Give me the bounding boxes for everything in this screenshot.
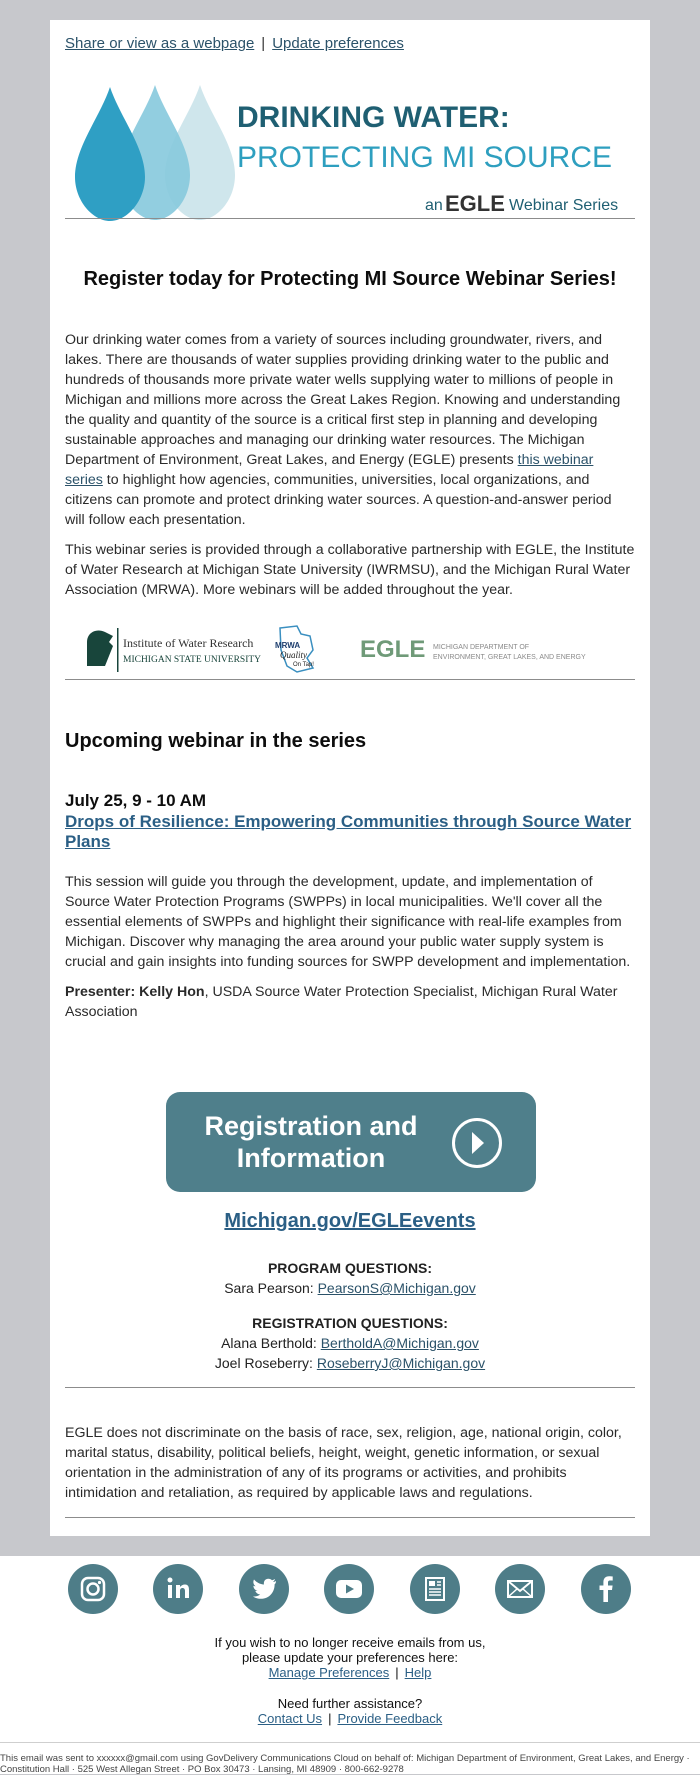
divider [65, 679, 635, 680]
facebook-icon[interactable] [581, 1564, 631, 1614]
unsubscribe-line-2: please update your preferences here: [241, 1650, 459, 1665]
share-webpage-link[interactable]: Share or view as a webpage [65, 35, 255, 52]
mrwa-logo [275, 626, 314, 672]
partner-logos [75, 620, 630, 686]
webinar-title [65, 812, 635, 852]
program-contact-name: Sara Pearson: [224, 1280, 318, 1296]
partnership-paragraph: This webinar series is provided through a collaborative partnership with EGLE, the Institute of Water Research at Michigan State University (IWRMSU), and the Michigan Rural Water Association (MRWA). More webinars will be added throughout the year. [65, 542, 635, 598]
twitter-icon[interactable] [239, 1564, 289, 1614]
logo-series: Webinar Series [509, 197, 619, 214]
registration-contact-2-name: Joel Roseberry: [214, 1355, 317, 1371]
help-link[interactable]: Help [404, 1665, 432, 1680]
registration-contact-2 [65, 1353, 635, 1373]
webinar-series-link[interactable]: this webinar series [65, 452, 594, 488]
egle-line1: MICHIGAN DEPARTMENT OF [433, 644, 530, 651]
presenter-info [65, 982, 635, 1022]
egle-logo [360, 636, 586, 663]
iwr-line1: Institute of Water Research [123, 636, 254, 650]
unsubscribe-line-1: If you wish to no longer receive emails from us, [214, 1635, 486, 1650]
footer-divider [0, 1742, 700, 1743]
update-preferences-link[interactable]: Update preferences [272, 35, 404, 52]
presenter-details: , USDA Source Water Protection Specialist, Michigan Rural Water Association [65, 984, 618, 1020]
water-drops-icon [75, 85, 235, 221]
registration-contact-1-name: Alana Berthold: [221, 1335, 321, 1351]
program-contact [65, 1278, 635, 1298]
egle-wordmark: EGLE [360, 636, 426, 663]
email-footer [0, 1556, 700, 1774]
logo-line2: PROTECTING MI SOURCE [237, 141, 613, 174]
provide-feedback-link[interactable]: Provide Feedback [337, 1711, 443, 1726]
mrwa-line2: Quality [280, 650, 307, 660]
webinar-title-link[interactable]: Drops of Resilience: Empowering Communities through Source Water Plans [65, 812, 632, 851]
registration-button-label: Registration and Information [204, 1111, 418, 1173]
logo-line1: DRINKING WATER: [237, 101, 510, 134]
webinar-description: This session will guide you through the development, update, and implementation of Source Water Protection Programs (SWPPs) in local municipalities. We'll cover all the essential elements of SWPPs and highlight their significance with real-life examples from Michigan. Discover why managing the area around your public water supply system is crucial and gain insights into funding sources for SWPP development and implementation. [65, 874, 631, 970]
contact-links [0, 1711, 700, 1726]
spartan-helmet-icon [87, 630, 113, 666]
upcoming-heading: Upcoming webinar in the series [65, 730, 367, 752]
divider [65, 218, 635, 219]
mrwa-line3: On Tap! [293, 662, 314, 668]
instagram-icon[interactable] [68, 1564, 118, 1614]
divider [65, 1517, 635, 1518]
iwr-line2: MICHIGAN STATE UNIVERSITY [123, 655, 262, 665]
footer-separator: | [328, 1711, 332, 1726]
registration-contact-1-email[interactable]: BertholdA@Michigan.gov [320, 1335, 479, 1351]
intro-text-end: to highlight how agencies, communities, universities, local organizations, and citizens can promote and protect drinking water sources. A question-and-answer period will follow each presentation. [65, 472, 612, 528]
presenter-label: Presenter: Kelly Hon [65, 984, 205, 1000]
linkedin-icon[interactable] [153, 1564, 203, 1614]
intro-paragraph [65, 330, 635, 530]
preferences-links [0, 1665, 700, 1680]
email-card [50, 20, 650, 1536]
youtube-icon[interactable] [324, 1564, 374, 1614]
drinking-water-logo [75, 75, 619, 225]
webinar-date: July 25, 9 - 10 AM [65, 791, 207, 810]
egle-line2: ENVIRONMENT, GREAT LAKES, AND ENERGY [433, 654, 586, 661]
fineprint: This email was sent to xxxxxx@gmail.com using GovDelivery Communications Cloud on behalf of: Michigan Department of Environment, Great Lakes, and Energy · Constitution Hall · 525 West Allegan Street · PO Box 30473 · Lansing, MI 48909 · 800-662-9278 [0, 1753, 690, 1775]
email-icon[interactable] [495, 1564, 545, 1614]
registration-contact-2-email[interactable]: RoseberryJ@Michigan.gov [316, 1355, 486, 1371]
egle-events-link[interactable]: Michigan.gov/EGLEevents [224, 1210, 476, 1232]
contact-us-link[interactable]: Contact Us [257, 1711, 323, 1726]
newsletter-icon[interactable] [410, 1564, 460, 1614]
register-heading: Register today for Protecting MI Source Webinar Series! [83, 268, 617, 290]
registration-button[interactable] [166, 1092, 536, 1192]
logo-egle: EGLE [445, 191, 505, 216]
msu-iwr-logo [87, 628, 261, 672]
divider [65, 1387, 635, 1388]
manage-preferences-link[interactable]: Manage Preferences [268, 1665, 390, 1680]
registration-questions-heading: REGISTRATION QUESTIONS: [252, 1315, 448, 1331]
program-contact-email[interactable]: PearsonS@Michigan.gov [317, 1280, 476, 1296]
social-links [68, 1564, 638, 1616]
nondiscrimination-statement: EGLE does not discriminate on the basis of race, sex, religion, age, national origin, color, marital status, disability, political beliefs, height, weight, genetic information, or sexual orientation in the administration of any of its programs or activities, and prohibits intimidation and retaliation, as required by applicable laws and regulations. [65, 1425, 622, 1501]
top-links [65, 35, 635, 52]
intro-text-start: Our drinking water comes from a variety of sources including groundwater, rivers, and lakes. There are thousands of water supplies providing drinking water to the public and hundreds of thousands more private water wells supplying water to millions of people in Michigan and millions more across the Great Lakes Region. Knowing and understanding the quality and quantity of the source is a critical first step in planning and developing sustainable approaches and managing our drinking water resources. The Michigan Department of Environment, Great Lakes, and Energy (EGLE) presents [65, 332, 621, 468]
assistance-text: Need further assistance? [277, 1696, 423, 1711]
logo-an: an [425, 197, 443, 214]
arrow-right-icon [452, 1118, 502, 1168]
mrwa-line1: MRWA [275, 641, 301, 650]
events-link-row [65, 1210, 635, 1233]
registration-contact-1 [65, 1333, 635, 1353]
program-questions-heading: PROGRAM QUESTIONS: [267, 1260, 433, 1276]
link-separator: | [261, 35, 266, 52]
footer-separator: | [395, 1665, 399, 1680]
